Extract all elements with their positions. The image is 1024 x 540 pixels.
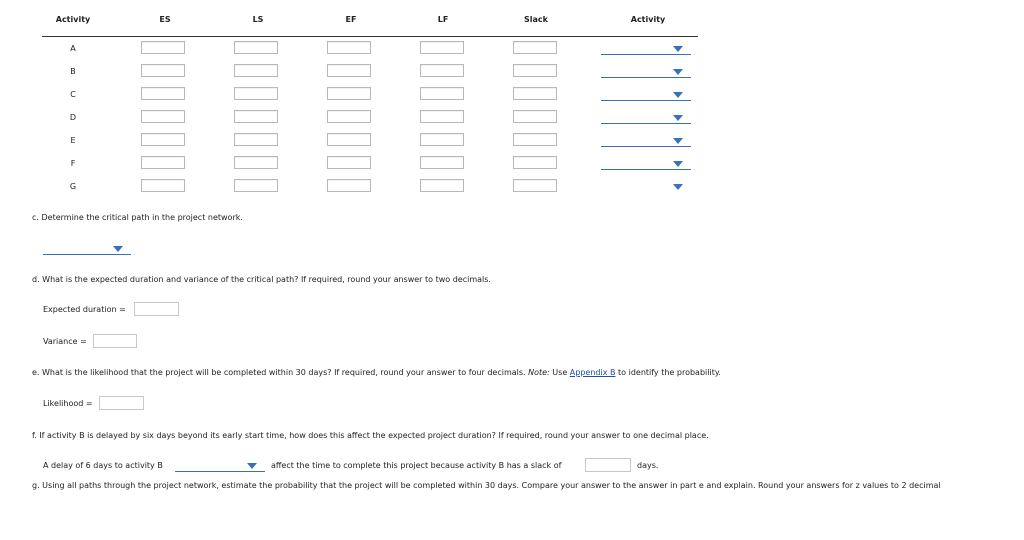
ef-input[interactable] bbox=[327, 64, 371, 77]
header-divider bbox=[42, 36, 698, 37]
slack-input[interactable] bbox=[513, 87, 557, 100]
ef-input[interactable] bbox=[327, 179, 371, 192]
question-e-tail: to identify the probability. bbox=[615, 368, 721, 377]
lf-input[interactable] bbox=[420, 133, 464, 146]
es-input[interactable] bbox=[141, 133, 185, 146]
critical-dropdown[interactable] bbox=[601, 43, 691, 55]
lf-input[interactable] bbox=[420, 41, 464, 54]
variance-input[interactable] bbox=[93, 334, 137, 348]
ls-input[interactable] bbox=[234, 179, 278, 192]
header-es: ES bbox=[159, 15, 171, 24]
lf-input[interactable] bbox=[420, 87, 464, 100]
delay-sentence-start: A delay of 6 days to activity B bbox=[43, 461, 163, 470]
affect-dropdown[interactable] bbox=[175, 460, 265, 472]
es-input[interactable] bbox=[141, 64, 185, 77]
header-ef: EF bbox=[345, 15, 357, 24]
slack-input[interactable] bbox=[513, 133, 557, 146]
chevron-down-icon bbox=[673, 46, 683, 52]
activity-label: F bbox=[70, 159, 76, 168]
slack-days-input[interactable] bbox=[585, 458, 631, 472]
header-slack: Slack bbox=[524, 15, 548, 24]
critical-dropdown[interactable] bbox=[601, 112, 691, 124]
ef-input[interactable] bbox=[327, 133, 371, 146]
likelihood-input[interactable] bbox=[99, 396, 144, 410]
ls-input[interactable] bbox=[234, 64, 278, 77]
header-lf: LF bbox=[437, 15, 449, 24]
lf-input[interactable] bbox=[420, 156, 464, 169]
question-e-use: Use bbox=[549, 368, 570, 377]
lf-input[interactable] bbox=[420, 110, 464, 123]
ls-input[interactable] bbox=[234, 87, 278, 100]
critical-dropdown[interactable] bbox=[601, 135, 691, 147]
chevron-down-icon bbox=[113, 246, 123, 252]
es-input[interactable] bbox=[141, 41, 185, 54]
slack-input[interactable] bbox=[513, 156, 557, 169]
ls-input[interactable] bbox=[234, 133, 278, 146]
ef-input[interactable] bbox=[327, 87, 371, 100]
slack-input[interactable] bbox=[513, 179, 557, 192]
header-activity: Activity bbox=[55, 15, 91, 24]
critical-dropdown[interactable] bbox=[601, 66, 691, 78]
lf-input[interactable] bbox=[420, 64, 464, 77]
ls-input[interactable] bbox=[234, 110, 278, 123]
activity-label: A bbox=[70, 44, 76, 53]
chevron-down-icon bbox=[673, 92, 683, 98]
question-g: g. Using all paths through the project network, estimate the probability that the project will be completed within 30 days. Compare your answer to the answer in part e and explain. Round your answers for z values to 2 decimal bbox=[32, 481, 941, 490]
slack-input[interactable] bbox=[513, 41, 557, 54]
ls-input[interactable] bbox=[234, 41, 278, 54]
critical-dropdown[interactable] bbox=[601, 89, 691, 101]
activity-label: C bbox=[70, 90, 76, 99]
header-activity-critical: Activity bbox=[630, 15, 666, 24]
question-e-text: e. What is the likelihood that the project will be completed within 30 days? If required, round your answer to four decimals. bbox=[32, 368, 529, 377]
chevron-down-icon bbox=[673, 138, 683, 144]
header-ls: LS bbox=[252, 15, 264, 24]
chevron-down-icon bbox=[247, 463, 257, 469]
chevron-down-icon bbox=[673, 69, 683, 75]
question-c: c. Determine the critical path in the project network. bbox=[32, 213, 243, 222]
lf-input[interactable] bbox=[420, 179, 464, 192]
critical-dropdown[interactable] bbox=[601, 181, 691, 193]
es-input[interactable] bbox=[141, 179, 185, 192]
critical-path-dropdown[interactable] bbox=[43, 243, 131, 255]
ef-input[interactable] bbox=[327, 41, 371, 54]
question-f: f. If activity B is delayed by six days beyond its early start time, how does this affect the expected project duration? If required, round your answer to one decimal place. bbox=[32, 431, 709, 440]
question-e bbox=[32, 368, 721, 377]
expected-duration-input[interactable] bbox=[134, 302, 179, 316]
es-input[interactable] bbox=[141, 156, 185, 169]
question-d: d. What is the expected duration and variance of the critical path? If required, round your answer to two decimals. bbox=[32, 275, 491, 284]
activity-label: B bbox=[70, 67, 76, 76]
ls-input[interactable] bbox=[234, 156, 278, 169]
chevron-down-icon bbox=[673, 161, 683, 167]
activity-label: D bbox=[69, 113, 77, 122]
chevron-down-icon bbox=[673, 184, 683, 190]
activity-label: E bbox=[70, 136, 76, 145]
appendix-b-link[interactable]: Appendix B bbox=[569, 368, 616, 377]
delay-sentence-end: days. bbox=[637, 461, 659, 470]
critical-dropdown[interactable] bbox=[601, 158, 691, 170]
ef-input[interactable] bbox=[327, 156, 371, 169]
chevron-down-icon bbox=[673, 115, 683, 121]
slack-input[interactable] bbox=[513, 64, 557, 77]
activity-label: G bbox=[69, 182, 77, 191]
note-label: Note: bbox=[528, 368, 550, 377]
es-input[interactable] bbox=[141, 87, 185, 100]
expected-duration-label: Expected duration = bbox=[43, 305, 126, 314]
variance-label: Variance = bbox=[43, 337, 87, 346]
ef-input[interactable] bbox=[327, 110, 371, 123]
slack-input[interactable] bbox=[513, 110, 557, 123]
es-input[interactable] bbox=[141, 110, 185, 123]
likelihood-label: Likelihood = bbox=[43, 399, 93, 408]
delay-sentence-mid: affect the time to complete this project because activity B has a slack of bbox=[271, 461, 562, 470]
